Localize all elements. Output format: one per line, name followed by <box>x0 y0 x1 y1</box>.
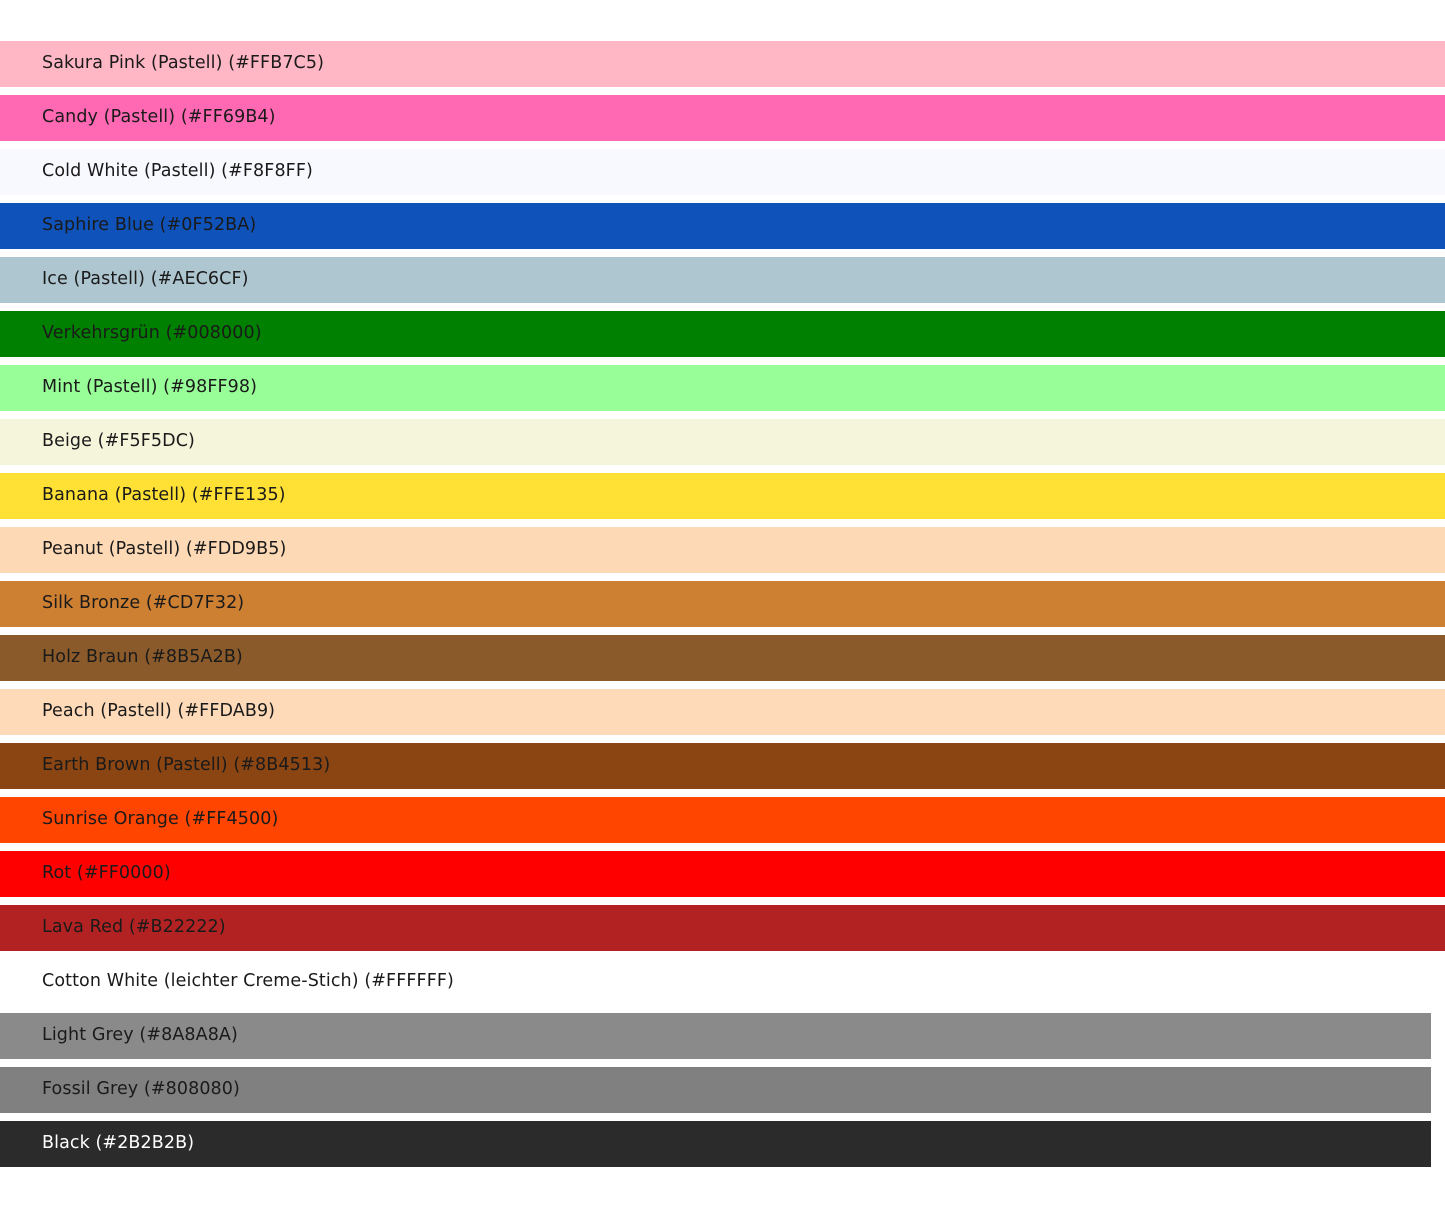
color-swatch-row <box>0 149 1445 195</box>
color-swatch-row <box>0 1121 1431 1167</box>
color-swatch-row <box>0 473 1445 519</box>
color-swatch-label: Banana (Pastell) (#FFE135) <box>42 485 286 506</box>
color-swatch-label: Sakura Pink (Pastell) (#FFB7C5) <box>42 53 325 74</box>
color-swatch-row <box>0 311 1445 357</box>
color-swatch-label: Candy (Pastell) (#FF69B4) <box>42 107 276 128</box>
color-swatch-row <box>0 689 1445 735</box>
color-swatch-label: Ice (Pastell) (#AEC6CF) <box>42 269 249 290</box>
color-swatch-label: Light Grey (#8A8A8A) <box>42 1025 238 1046</box>
color-swatch-label: Rot (#FF0000) <box>42 863 171 884</box>
color-swatch-label: Cold White (Pastell) (#F8F8FF) <box>42 161 313 182</box>
color-swatch-label: Beige (#F5F5DC) <box>42 431 195 452</box>
color-swatch-row <box>0 257 1445 303</box>
color-swatch-row <box>0 1013 1431 1059</box>
color-swatch-label: Peach (Pastell) (#FFDAB9) <box>42 701 276 722</box>
color-swatch-row <box>0 41 1445 87</box>
color-swatch-label: Fossil Grey (#808080) <box>42 1079 240 1100</box>
color-swatch-row <box>0 743 1445 789</box>
color-swatch-label: Holz Braun (#8B5A2B) <box>42 647 243 668</box>
color-swatch-row <box>0 905 1445 951</box>
color-swatch-label: Cotton White (leichter Creme-Stich) (#FFFFFF) <box>42 971 454 992</box>
color-swatch-row <box>0 527 1445 573</box>
color-swatch-row <box>0 419 1445 465</box>
color-swatch-label: Silk Bronze (#CD7F32) <box>42 593 245 614</box>
color-swatch-row <box>0 959 1445 1005</box>
color-swatch-label: Lava Red (#B22222) <box>42 917 226 938</box>
color-swatch-label: Black (#2B2B2B) <box>42 1133 195 1154</box>
color-swatch-row <box>0 1067 1431 1113</box>
color-swatch-row <box>0 365 1445 411</box>
color-swatch-label: Saphire Blue (#0F52BA) <box>42 215 257 236</box>
color-swatch-row <box>0 635 1445 681</box>
color-swatch-label: Sunrise Orange (#FF4500) <box>42 809 279 830</box>
color-swatch-row <box>0 851 1445 897</box>
color-swatch-row <box>0 797 1445 843</box>
color-swatch-row <box>0 95 1445 141</box>
color-swatch-label: Earth Brown (Pastell) (#8B4513) <box>42 755 331 776</box>
color-swatch-row <box>0 581 1445 627</box>
color-swatch-row <box>0 203 1445 249</box>
color-swatch-label: Verkehrsgrün (#008000) <box>42 323 262 344</box>
color-swatch-label: Peanut (Pastell) (#FDD9B5) <box>42 539 287 560</box>
color-swatch-label: Mint (Pastell) (#98FF98) <box>42 377 258 398</box>
